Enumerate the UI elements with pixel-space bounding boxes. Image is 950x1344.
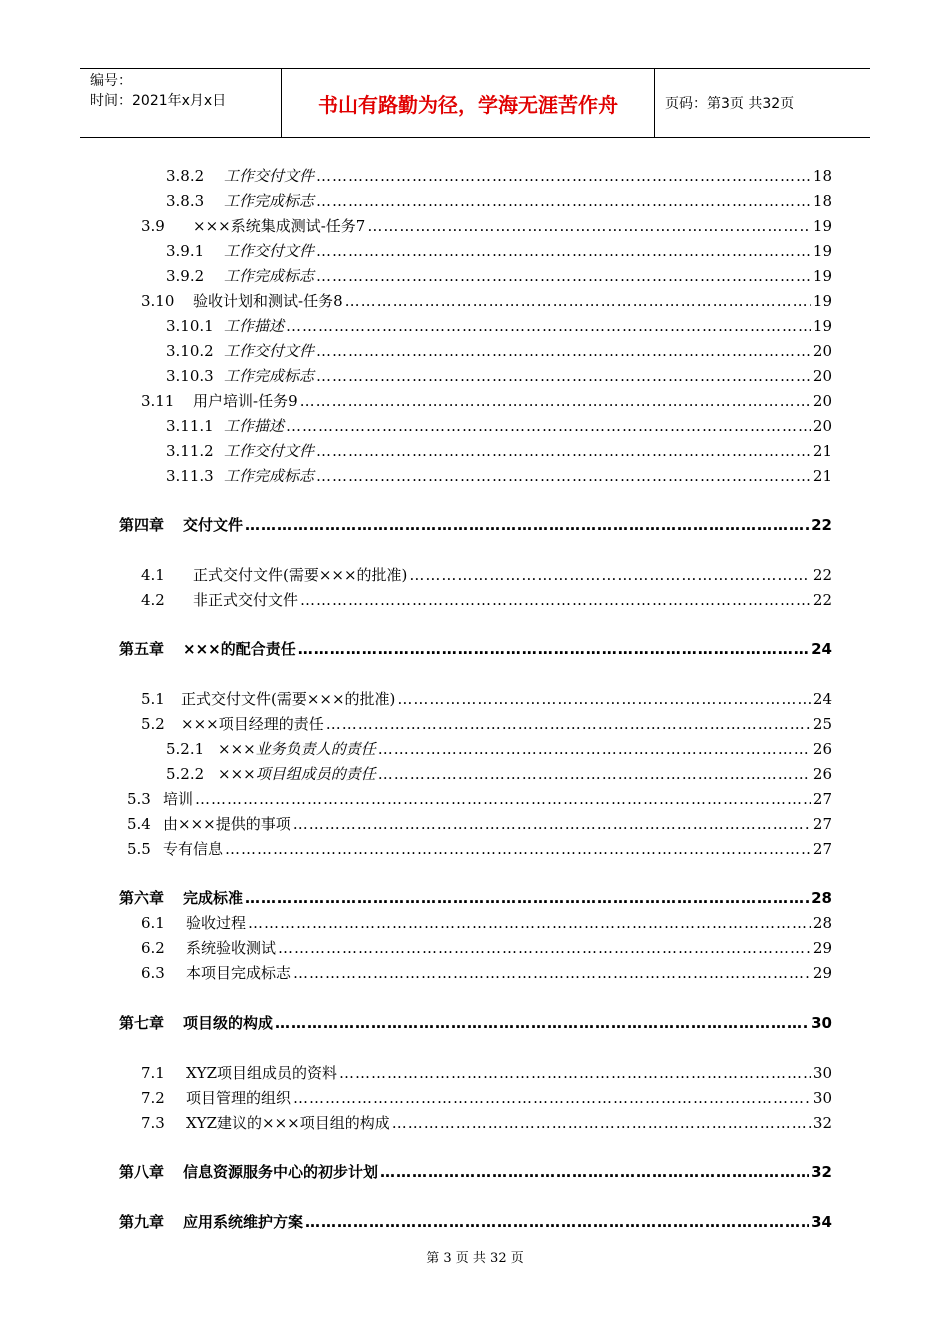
toc-entry-title: 非正式交付文件 bbox=[193, 591, 299, 609]
toc-entry-title: 工作完成标志 bbox=[224, 467, 315, 485]
toc-entry-title: 验收计划和测试-任务8 bbox=[193, 292, 343, 310]
toc-entry-page: 29 bbox=[812, 964, 832, 982]
toc-dot-leader bbox=[300, 389, 811, 413]
toc-entry-page: 18 bbox=[812, 167, 832, 185]
toc-entry[interactable] bbox=[141, 563, 832, 587]
header-meta bbox=[80, 69, 282, 137]
toc-entry-number: 第五章 bbox=[119, 640, 165, 658]
toc-entry[interactable] bbox=[166, 439, 832, 463]
toc-entry[interactable] bbox=[166, 314, 832, 338]
toc-dot-leader bbox=[298, 637, 809, 661]
toc-entry-number: 5.3 bbox=[127, 790, 151, 808]
toc-entry-number: 5.2.2 bbox=[166, 765, 205, 783]
toc-entry-page: 25 bbox=[812, 715, 832, 733]
toc-entry-title: 工作交付文件 bbox=[224, 342, 315, 360]
toc-entry-number: 3.10.1 bbox=[166, 317, 214, 335]
toc-entry-page: 32 bbox=[811, 1163, 832, 1181]
toc-entry-page: 19 bbox=[812, 217, 832, 235]
toc-entry-number: 5.5 bbox=[127, 840, 151, 858]
toc-entry-number: 3.8.3 bbox=[166, 192, 205, 210]
toc-entry-page: 24 bbox=[811, 640, 832, 658]
toc-entry-title: ×××项目经理的责任 bbox=[181, 715, 324, 733]
toc-dot-leader bbox=[195, 787, 811, 811]
toc-entry-page: 19 bbox=[812, 292, 832, 310]
toc-dot-leader bbox=[316, 464, 811, 488]
toc-entry[interactable] bbox=[166, 189, 832, 213]
toc-entry-title: 应用系统维护方案 bbox=[183, 1213, 304, 1231]
toc-dot-leader bbox=[367, 214, 811, 238]
toc-entry[interactable] bbox=[166, 239, 832, 263]
toc-entry[interactable] bbox=[119, 886, 832, 910]
toc-entry-page: 20 bbox=[812, 417, 832, 435]
header-motto: 书山有路勤为径，学海无涯苦作舟 bbox=[282, 69, 655, 137]
toc-dot-leader bbox=[278, 936, 811, 960]
toc-entry[interactable] bbox=[166, 339, 832, 363]
toc-entry-number: 3.8.2 bbox=[166, 167, 205, 185]
toc-entry-number: 3.9.1 bbox=[166, 242, 205, 260]
toc-dot-leader bbox=[275, 1011, 809, 1035]
toc-dot-leader bbox=[245, 886, 809, 910]
toc-dot-leader bbox=[339, 1061, 811, 1085]
toc-entry[interactable] bbox=[166, 464, 832, 488]
toc-dot-leader bbox=[305, 1210, 809, 1234]
toc-entry-title: 正式交付文件(需要×××的批准) bbox=[181, 690, 396, 708]
toc-dot-leader bbox=[316, 339, 811, 363]
toc-entry-title: 交付文件 bbox=[183, 516, 244, 534]
toc-dot-leader bbox=[316, 239, 811, 263]
doc-number-label: 编号： bbox=[90, 73, 132, 89]
toc-entry-page: 21 bbox=[812, 442, 832, 460]
toc-entry-title: 由×××提供的事项 bbox=[163, 815, 291, 833]
toc-entry-page: 34 bbox=[811, 1213, 832, 1231]
toc-entry-number: 3.11.2 bbox=[166, 442, 214, 460]
toc-entry[interactable] bbox=[141, 214, 832, 238]
toc-entry-page: 19 bbox=[812, 267, 832, 285]
toc-entry[interactable] bbox=[127, 787, 832, 811]
toc-entry-number: 5.2.1 bbox=[166, 740, 205, 758]
toc-entry-number: 第六章 bbox=[119, 889, 165, 907]
toc-entry-number: 第九章 bbox=[119, 1213, 165, 1231]
toc-entry-title: 本项目完成标志 bbox=[186, 964, 292, 982]
toc-entry-page: 19 bbox=[812, 317, 832, 335]
toc-entry-title: 工作交付文件 bbox=[224, 242, 315, 260]
toc-entry[interactable] bbox=[166, 414, 832, 438]
page-header bbox=[80, 68, 870, 138]
toc-dot-leader bbox=[316, 189, 811, 213]
toc-dot-leader bbox=[397, 687, 810, 711]
toc-entry[interactable] bbox=[127, 812, 832, 836]
toc-entry[interactable] bbox=[141, 712, 832, 736]
toc-entry[interactable] bbox=[166, 762, 832, 786]
toc-entry-title: 工作完成标志 bbox=[224, 192, 315, 210]
toc-entry-page: 24 bbox=[812, 690, 832, 708]
toc-entry-page: 26 bbox=[812, 765, 832, 783]
toc-entry-number: 6.2 bbox=[141, 939, 165, 957]
toc-entry-title: ×××的配合责任 bbox=[183, 640, 296, 658]
toc-entry-title: 工作完成标志 bbox=[224, 367, 315, 385]
toc-entry[interactable] bbox=[141, 389, 832, 413]
toc-entry-page: 20 bbox=[812, 367, 832, 385]
toc-dot-leader bbox=[286, 314, 811, 338]
toc-entry-number: 4.2 bbox=[141, 591, 165, 609]
toc-entry-title: 正式交付文件(需要×××的批准) bbox=[193, 566, 408, 584]
toc-entry-number: 3.11 bbox=[141, 392, 175, 410]
toc-entry-title: ×××项目组成员的责任 bbox=[218, 765, 376, 783]
toc-dot-leader bbox=[293, 961, 811, 985]
toc-entry-title: 专有信息 bbox=[163, 840, 224, 858]
toc-entry-page: 22 bbox=[811, 516, 832, 534]
toc-entry-number: 7.1 bbox=[141, 1064, 165, 1082]
toc-dot-leader bbox=[316, 364, 811, 388]
toc-entry-page: 27 bbox=[812, 840, 832, 858]
toc-entry-number: 3.11.3 bbox=[166, 467, 214, 485]
toc-entry-number: 4.1 bbox=[141, 566, 165, 584]
toc-dot-leader bbox=[378, 737, 811, 761]
toc-entry-number: 5.1 bbox=[141, 690, 165, 708]
toc-entry[interactable] bbox=[119, 1160, 832, 1184]
toc-entry-number: 7.3 bbox=[141, 1114, 165, 1132]
toc-entry-page: 22 bbox=[812, 566, 832, 584]
toc-entry-number: 6.3 bbox=[141, 964, 165, 982]
toc-entry-page: 30 bbox=[812, 1064, 832, 1082]
toc-entry-title: 工作完成标志 bbox=[224, 267, 315, 285]
toc-entry[interactable] bbox=[141, 1086, 832, 1110]
toc-entry[interactable] bbox=[119, 1210, 832, 1234]
toc-entry-number: 7.2 bbox=[141, 1089, 165, 1107]
header-page-info: 页码：第3页 共32页 bbox=[665, 96, 795, 112]
toc-entry-page: 28 bbox=[811, 889, 832, 907]
toc-entry[interactable] bbox=[141, 936, 832, 960]
toc-entry-page: 32 bbox=[812, 1114, 832, 1132]
toc-dot-leader bbox=[293, 1086, 811, 1110]
page-footer: 第 3 页 共 32 页 bbox=[426, 1251, 524, 1266]
toc-entry-title: XYZ项目组成员的资料 bbox=[186, 1064, 338, 1082]
toc-entry-number: 3.10 bbox=[141, 292, 175, 310]
toc-entry-title: 项目管理的组织 bbox=[186, 1089, 292, 1107]
toc-entry-title: XYZ建议的×××项目组的构成 bbox=[186, 1114, 390, 1132]
toc-entry-title: 培训 bbox=[163, 790, 194, 808]
toc-entry-page: 18 bbox=[812, 192, 832, 210]
toc-entry-page: 28 bbox=[812, 914, 832, 932]
toc-entry-title: 工作描述 bbox=[224, 417, 285, 435]
toc-entry[interactable] bbox=[119, 637, 832, 661]
toc-entry-title: 完成标准 bbox=[183, 889, 244, 907]
toc-entry-number: 3.10.3 bbox=[166, 367, 214, 385]
toc-dot-leader bbox=[225, 837, 811, 861]
toc-entry-page: 22 bbox=[812, 591, 832, 609]
toc-dot-leader bbox=[316, 264, 811, 288]
toc-dot-leader bbox=[392, 1111, 811, 1135]
toc-dot-leader bbox=[326, 712, 811, 736]
toc-entry-title: 验收过程 bbox=[186, 914, 247, 932]
toc-entry[interactable] bbox=[141, 588, 832, 612]
toc-dot-leader bbox=[248, 911, 811, 935]
toc-entry-title: 系统验收测试 bbox=[186, 939, 277, 957]
toc-entry-title: 用户培训-任务9 bbox=[193, 392, 298, 410]
toc-entry-number: 6.1 bbox=[141, 914, 165, 932]
toc-entry-number: 3.10.2 bbox=[166, 342, 214, 360]
doc-time-label: 时间：2021年x月x日 bbox=[90, 93, 227, 109]
toc-dot-leader bbox=[316, 439, 811, 463]
toc-entry-number: 第四章 bbox=[119, 516, 165, 534]
toc-entry-page: 19 bbox=[812, 242, 832, 260]
toc-entry-number: 3.11.1 bbox=[166, 417, 214, 435]
toc-entry-number: 5.2 bbox=[141, 715, 165, 733]
toc-entry-title: 工作交付文件 bbox=[224, 167, 315, 185]
toc-entry[interactable] bbox=[119, 513, 832, 537]
toc-entry-title: 工作交付文件 bbox=[224, 442, 315, 460]
toc-entry-page: 26 bbox=[812, 740, 832, 758]
toc-dot-leader bbox=[300, 588, 811, 612]
toc-dot-leader bbox=[245, 513, 809, 537]
toc-entry[interactable] bbox=[141, 1111, 832, 1135]
toc-entry-page: 29 bbox=[812, 939, 832, 957]
toc-entry[interactable] bbox=[166, 264, 832, 288]
toc-entry[interactable] bbox=[141, 687, 832, 711]
toc-entry[interactable] bbox=[119, 1011, 832, 1035]
toc-entry[interactable] bbox=[141, 1061, 832, 1085]
toc-dot-leader bbox=[409, 563, 810, 587]
toc-entry-title: 信息资源服务中心的初步计划 bbox=[183, 1163, 379, 1181]
toc-entry-number: 第七章 bbox=[119, 1014, 165, 1032]
toc-entry[interactable] bbox=[141, 911, 832, 935]
toc-dot-leader bbox=[286, 414, 811, 438]
toc-entry-title: ×××系统集成测试-任务7 bbox=[193, 217, 366, 235]
toc-dot-leader bbox=[378, 762, 811, 786]
toc-dot-leader bbox=[345, 289, 811, 313]
toc-entry-page: 21 bbox=[812, 467, 832, 485]
toc-entry-page: 30 bbox=[811, 1014, 832, 1032]
toc-dot-leader bbox=[316, 164, 811, 188]
toc-entry-page: 27 bbox=[812, 790, 832, 808]
toc-entry-title: ×××业务负责人的责任 bbox=[218, 740, 376, 758]
toc-entry[interactable] bbox=[127, 837, 832, 861]
toc-entry-number: 3.9 bbox=[141, 217, 165, 235]
toc-entry-page: 30 bbox=[812, 1089, 832, 1107]
toc-dot-leader bbox=[293, 812, 811, 836]
toc-entry[interactable] bbox=[166, 164, 832, 188]
toc-entry-title: 工作描述 bbox=[224, 317, 285, 335]
toc-entry-page: 20 bbox=[812, 392, 832, 410]
toc-entry-number: 5.4 bbox=[127, 815, 151, 833]
toc-entry[interactable] bbox=[166, 364, 832, 388]
toc-entry[interactable] bbox=[166, 737, 832, 761]
toc-entry-number: 第八章 bbox=[119, 1163, 165, 1181]
toc-entry[interactable] bbox=[141, 961, 832, 985]
toc-entry-number: 3.9.2 bbox=[166, 267, 205, 285]
toc-entry-page: 20 bbox=[812, 342, 832, 360]
toc-entry-title: 项目级的构成 bbox=[183, 1014, 274, 1032]
toc-entry-page: 27 bbox=[812, 815, 832, 833]
toc-dot-leader bbox=[380, 1160, 809, 1184]
toc-entry[interactable] bbox=[141, 289, 832, 313]
